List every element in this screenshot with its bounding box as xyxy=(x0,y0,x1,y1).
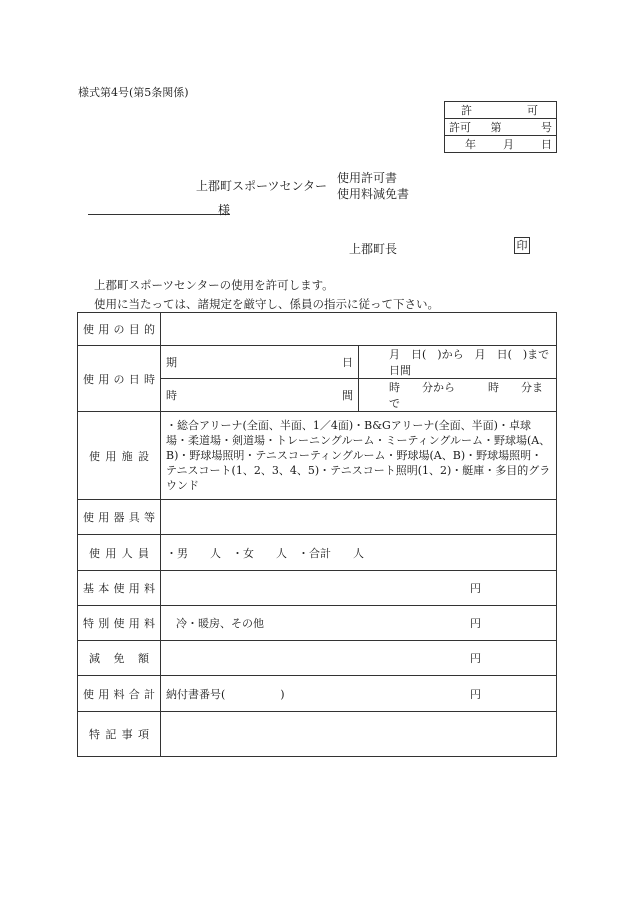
label-char: 等 xyxy=(144,511,155,524)
persons-value: ・男 人 ・女 人 ・合計 人 xyxy=(161,535,557,571)
label-char: 人 xyxy=(121,546,133,560)
label-char: 項 xyxy=(137,728,149,741)
time-value: 時 分から 時 分まで xyxy=(359,379,557,412)
permit-box-text: 号 xyxy=(541,121,552,134)
total-fee-label xyxy=(78,676,161,712)
basic-fee-value xyxy=(161,571,557,606)
label-char: 料 xyxy=(144,617,155,630)
period-value: 月 日( )から 月 日( )まで 日間 xyxy=(359,346,557,379)
permission-statement: 上郡町スポーツセンターの使用を許可します。 xyxy=(94,278,334,292)
reduction-label xyxy=(78,641,161,676)
label-char: 合 xyxy=(128,687,140,701)
purpose-label xyxy=(78,313,161,346)
permit-box-text: 許可 xyxy=(449,121,471,134)
yen-unit: 円 xyxy=(470,582,481,595)
label-char: 料 xyxy=(144,582,155,595)
seal-mark: 印 xyxy=(514,237,530,254)
label-char: 計 xyxy=(144,687,155,701)
label-char: 用 xyxy=(98,372,110,386)
persons-label xyxy=(78,535,161,571)
label-char: 減 xyxy=(89,652,100,665)
label-char: 日 xyxy=(128,372,140,386)
addressee-name-line xyxy=(88,214,230,215)
datetime-label xyxy=(78,346,161,412)
doc-type-reduction: 使用料減免書 xyxy=(337,187,410,201)
time-label xyxy=(161,379,359,412)
label-char: 期 xyxy=(166,356,177,369)
label-char: 基 xyxy=(83,582,94,595)
label-char: 使 xyxy=(83,687,94,701)
label-char: 使 xyxy=(83,323,94,336)
label-char: 使 xyxy=(83,372,94,386)
equipment-label xyxy=(78,500,161,535)
payment-slip-number: 納付書番号( ) xyxy=(166,687,285,701)
reduction-value xyxy=(161,641,557,676)
label-char: 料 xyxy=(113,687,125,701)
usage-instructions: 使用に当たっては、諸規定を厳守し、係員の指示に従って下さい。 xyxy=(94,297,439,311)
notes-label xyxy=(78,712,161,757)
label-char: 器 xyxy=(113,511,125,524)
label-char: 間 xyxy=(342,389,353,402)
permit-number-box xyxy=(444,101,557,153)
label-char: 本 xyxy=(98,582,110,595)
label-char: 設 xyxy=(137,449,149,463)
permit-box-row-number xyxy=(445,119,557,136)
label-char: 時 xyxy=(166,389,177,402)
permit-box-text: 第 xyxy=(490,121,502,134)
label-char: 事 xyxy=(121,728,133,741)
label-char: 使 xyxy=(89,546,100,560)
special-fee-note: 冷・暖房、その他 xyxy=(176,617,264,630)
label-char: 目 xyxy=(128,323,140,336)
label-char: 使 xyxy=(113,582,125,595)
label-char: 用 xyxy=(98,687,110,701)
center-name: 上郡町スポーツセンター xyxy=(196,179,328,193)
basic-fee-label xyxy=(78,571,161,606)
label-char: 使 xyxy=(83,511,94,524)
permit-box-text: 年 xyxy=(465,138,476,151)
permit-box-text: 月 xyxy=(503,138,514,151)
label-char: 額 xyxy=(138,652,149,665)
special-fee-value xyxy=(161,606,557,641)
usage-detail-table xyxy=(77,312,572,757)
special-fee-label xyxy=(78,606,161,641)
label-char: の xyxy=(113,372,125,386)
label-char: 特 xyxy=(89,728,100,741)
label-char: 員 xyxy=(137,546,149,560)
label-char: 的 xyxy=(144,323,155,336)
label-char: 用 xyxy=(128,617,140,630)
label-char: 別 xyxy=(98,617,110,630)
label-char: 特 xyxy=(83,617,94,630)
yen-unit: 円 xyxy=(470,687,481,701)
facility-value: ・総合アリーナ(全面、半面、1／4面)・B&Gアリーナ(全面、半面)・卓球場・柔道場・剣道場・トレーニングルーム・ミーティングルーム・野球場(A、B)・野球場照明・テニスコーティングルーム・野球場(A、B)・野球場照明・テニスコート(1、2、3、4、5)・テニスコート照明(1、2)・艇庫・多目的グラウンド xyxy=(161,412,557,500)
label-char: 免 xyxy=(113,652,125,665)
permit-box-text: 日 xyxy=(541,138,552,151)
permit-box-text: 許 xyxy=(461,104,472,117)
total-fee-value xyxy=(161,676,557,712)
label-char: 用 xyxy=(105,546,117,560)
facility-label xyxy=(78,412,161,500)
label-char: 用 xyxy=(98,323,110,336)
label-char: 具 xyxy=(128,511,140,524)
form-number: 様式第4号(第5条関係) xyxy=(78,86,189,99)
label-char: 施 xyxy=(121,449,133,463)
permit-box-text: 可 xyxy=(527,104,538,117)
notes-value xyxy=(161,712,557,757)
permit-box-row-approval xyxy=(445,102,557,119)
permit-box-row-date xyxy=(445,136,557,153)
label-char: 用 xyxy=(105,449,117,463)
label-char: 用 xyxy=(128,582,140,595)
period-label xyxy=(161,346,359,379)
purpose-value xyxy=(161,313,557,346)
label-char: 記 xyxy=(105,728,117,741)
label-char: 使 xyxy=(113,617,125,630)
issuer-name: 上郡町長 xyxy=(349,242,398,256)
addressee-honorific: 様 xyxy=(218,203,231,217)
label-char: 日 xyxy=(342,356,353,369)
label-char: 時 xyxy=(144,372,155,386)
label-char: 用 xyxy=(98,511,110,524)
yen-unit: 円 xyxy=(470,652,481,665)
label-char: 使 xyxy=(89,449,100,463)
doc-type-permit: 使用許可書 xyxy=(337,171,398,185)
label-char: の xyxy=(113,323,125,336)
equipment-value xyxy=(161,500,557,535)
yen-unit: 円 xyxy=(470,617,481,630)
